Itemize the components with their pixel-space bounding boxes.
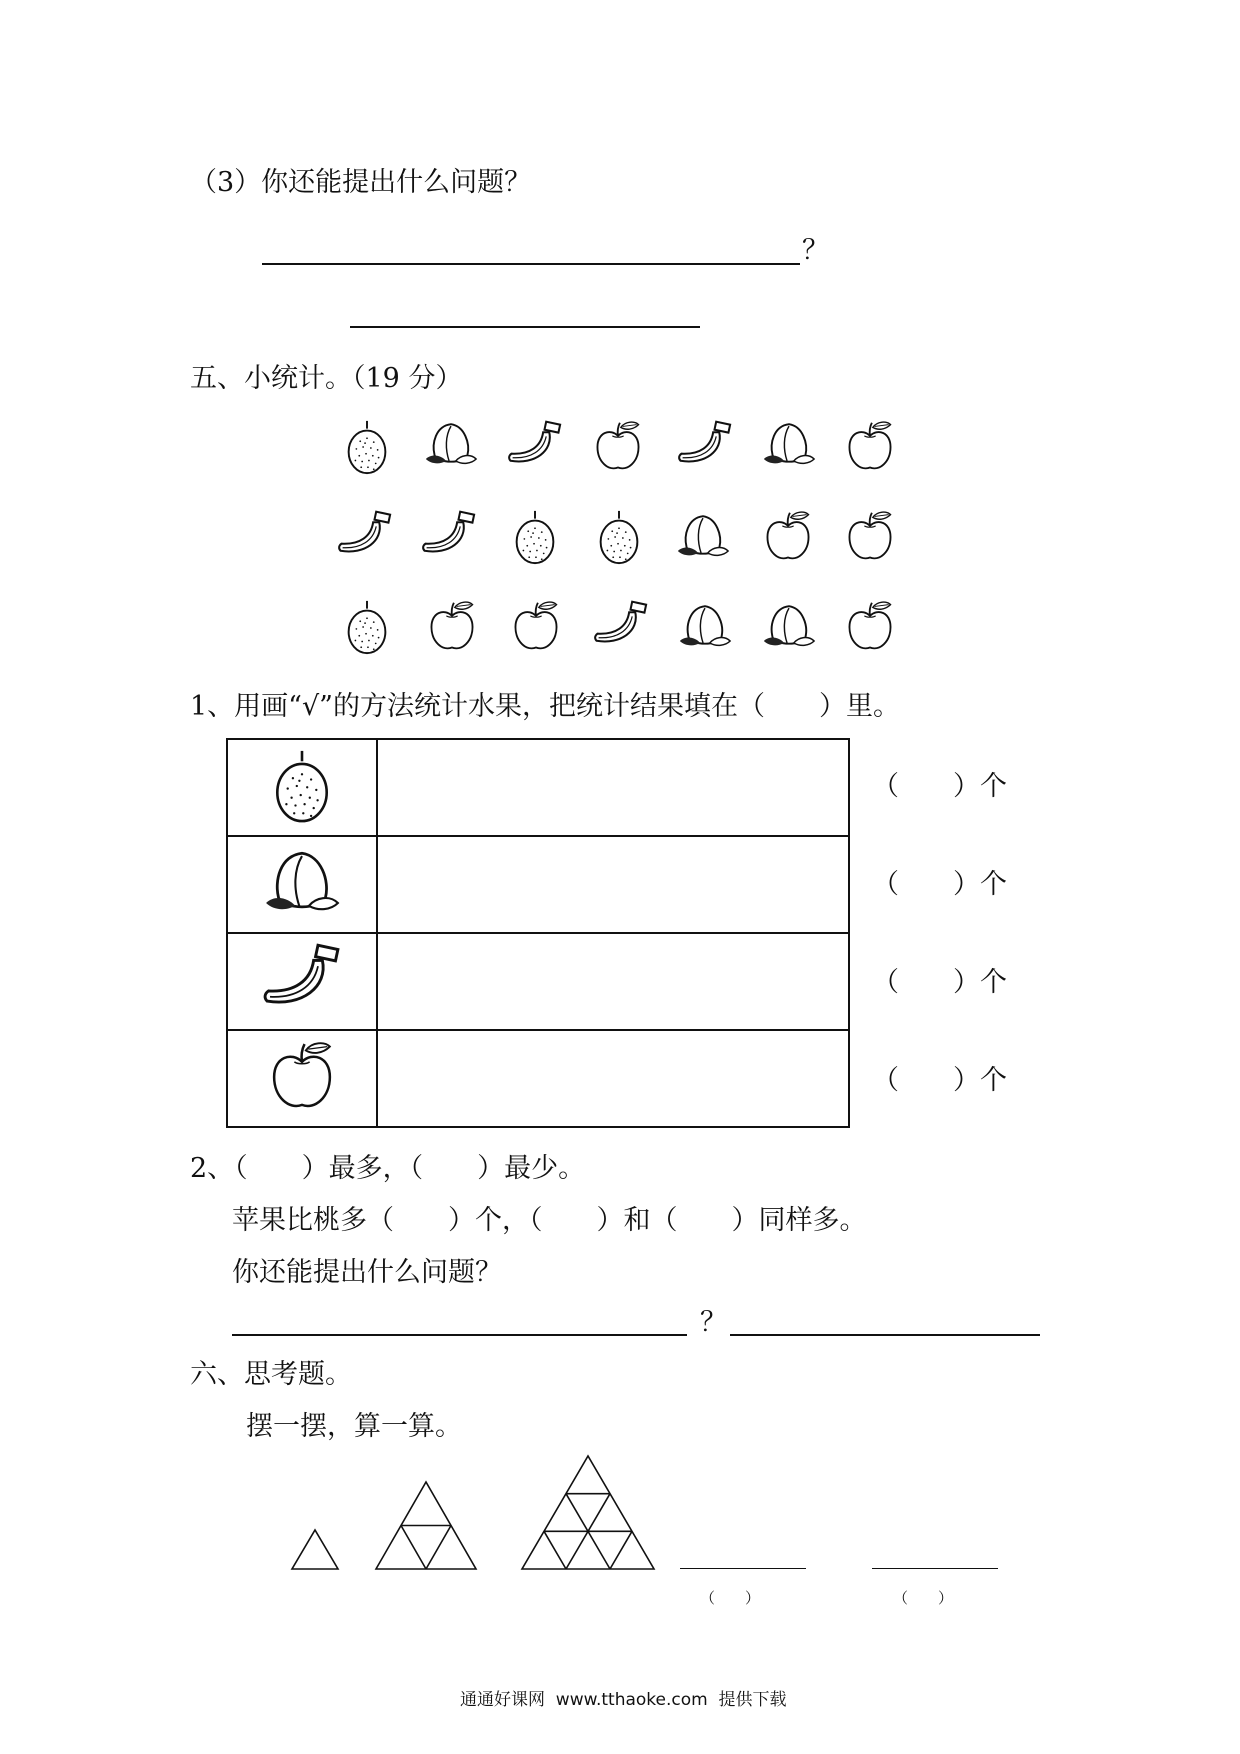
banana-icon: [418, 508, 480, 564]
peach-icon: [260, 845, 344, 921]
q3-question-mark: ？: [802, 235, 829, 266]
count-apple[interactable]: （ ）个: [872, 1065, 1007, 1096]
tally-mark-cell[interactable]: [377, 1030, 849, 1127]
peach-icon: [676, 600, 734, 654]
peach-icon: [422, 418, 480, 472]
section6-heading: 六、思考题。: [190, 1359, 352, 1390]
q2-line-3: 你还能提出什么问题？: [232, 1257, 502, 1288]
peach-icon: [674, 510, 732, 564]
count-banana[interactable]: （ ）个: [872, 967, 1007, 998]
apple-icon: [842, 508, 898, 566]
tally-fruit-cell: [227, 933, 377, 1030]
section6-instruction: 摆一摆，算一算。: [246, 1411, 462, 1442]
pear-icon: [340, 598, 394, 656]
pattern-answer-line-1[interactable]: [680, 1568, 806, 1569]
apple-icon: [842, 418, 898, 476]
pear-icon: [267, 747, 337, 825]
q3-answer-line-1[interactable]: [262, 263, 800, 265]
count-pear[interactable]: （ ）个: [872, 771, 1007, 802]
q2-answer-line-2[interactable]: [730, 1334, 1040, 1336]
banana-icon: [256, 940, 348, 1020]
tally-fruit-cell: [227, 739, 377, 836]
pear-icon: [340, 418, 394, 476]
pattern-paren-1[interactable]: （ ）: [700, 1589, 761, 1607]
count-peach[interactable]: （ ）个: [872, 869, 1007, 900]
triangle-figure-1: [292, 1530, 338, 1569]
banana-icon: [590, 598, 652, 654]
q2-question-mark: ？: [700, 1307, 727, 1338]
banana-icon: [674, 418, 736, 474]
tally-fruit-cell: [227, 1030, 377, 1127]
section5-heading: 五、小统计。（19 分）: [190, 363, 463, 394]
apple-icon: [842, 598, 898, 656]
tally-mark-cell[interactable]: [377, 933, 849, 1030]
footer-credit: 通通好课网 www.tthaoke.com 提供下载: [460, 1690, 787, 1710]
pattern-paren-2[interactable]: （ ）: [893, 1589, 954, 1607]
tally-mark-cell[interactable]: [377, 739, 849, 836]
pear-icon: [592, 508, 646, 566]
q1-instruction: 1、用画“√”的方法统计水果，把统计结果填在（ ）里。: [190, 691, 900, 722]
tally-table: [226, 738, 850, 1128]
pattern-answer-line-2[interactable]: [872, 1568, 998, 1569]
pear-icon: [508, 508, 562, 566]
tally-mark-cell[interactable]: [377, 836, 849, 933]
apple-icon: [590, 418, 646, 476]
apple-icon: [760, 508, 816, 566]
peach-icon: [760, 600, 818, 654]
apple-icon: [424, 598, 480, 656]
fruit-grid: [340, 418, 910, 668]
table-row: [227, 933, 849, 1030]
banana-icon: [504, 418, 566, 474]
q3-prompt: （3）你还能提出什么问题？: [190, 167, 532, 198]
q2-line-1: 2、（ ）最多，（ ）最少。: [190, 1153, 586, 1184]
banana-icon: [334, 508, 396, 564]
triangle-pattern: [280, 1445, 660, 1575]
q2-line-2: 苹果比桃多（ ）个，（ ）和（ ）同样多。: [232, 1205, 867, 1236]
peach-icon: [760, 418, 818, 472]
q3-answer-line-2[interactable]: [350, 326, 700, 328]
apple-icon: [508, 598, 564, 656]
table-row: [227, 836, 849, 933]
tally-fruit-cell: [227, 836, 377, 933]
q2-answer-line-1[interactable]: [232, 1334, 687, 1336]
table-row: [227, 1030, 849, 1127]
apple-icon: [264, 1037, 340, 1117]
table-row: [227, 739, 849, 836]
